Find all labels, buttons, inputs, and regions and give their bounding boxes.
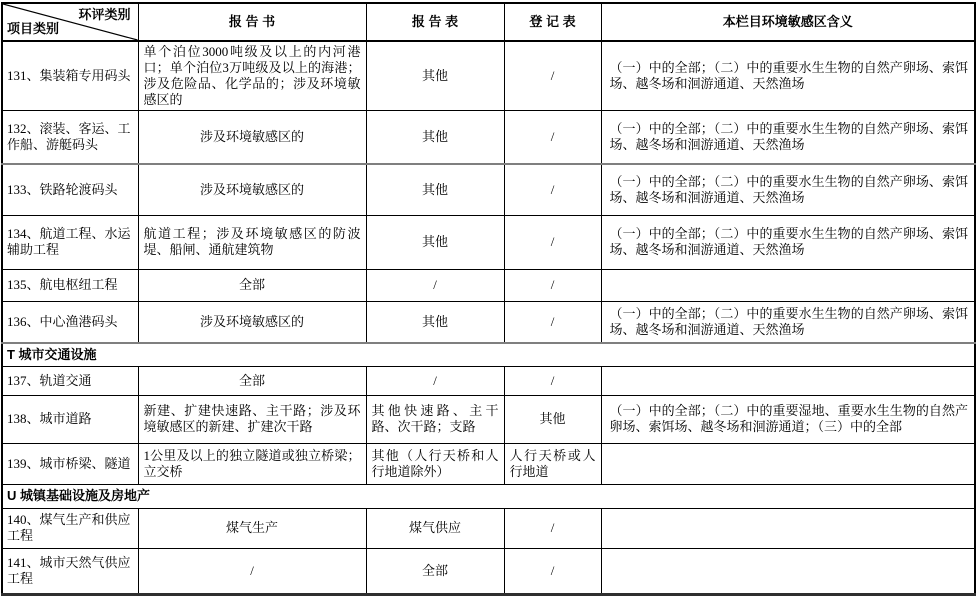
header-row bbox=[2, 3, 975, 41]
section-label: U 城镇基础设施及房地产 bbox=[2, 484, 975, 508]
column-header-registration-form: 登 记 表 bbox=[504, 3, 601, 41]
table-row-134 bbox=[2, 215, 975, 269]
section-label: T 城市交通设施 bbox=[2, 343, 975, 366]
cell-registration-form: / bbox=[504, 366, 601, 395]
cell-report-book: 煤气生产 bbox=[138, 508, 366, 548]
cell-meaning: （一）中的全部；（二）中的重要水生生物的自然产卵场、索饵场、越冬场和洄游通道、天然渔场 bbox=[601, 41, 975, 110]
table-row-141 bbox=[2, 548, 975, 594]
corner-bottom-label: 项目类别 bbox=[7, 21, 60, 36]
section-row-T bbox=[2, 343, 975, 366]
cell-report-book: 新建、扩建快速路、主干路；涉及环境敏感区的新建、扩建次干路 bbox=[138, 395, 366, 443]
cell-registration-form: / bbox=[504, 110, 601, 164]
cell-category: 131、集装箱专用码头 bbox=[2, 41, 138, 110]
cell-registration-form: / bbox=[504, 269, 601, 301]
cell-category: 141、城市天然气供应工程 bbox=[2, 548, 138, 594]
cell-report-form: 其他 bbox=[366, 164, 504, 215]
cell-category: 133、铁路轮渡码头 bbox=[2, 164, 138, 215]
corner-header-cell bbox=[2, 3, 138, 41]
cell-report-book: 单个泊位3000吨级及以上的内河港口；单个泊位3万吨级及以上的海港；涉及危险品、化学品的；涉及环境敏感区的 bbox=[138, 41, 366, 110]
cell-meaning bbox=[601, 366, 975, 395]
cell-report-book: 全部 bbox=[138, 269, 366, 301]
table-row-133 bbox=[2, 164, 975, 215]
cell-report-book: / bbox=[138, 548, 366, 594]
table-row-136 bbox=[2, 301, 975, 343]
cell-category: 139、城市桥梁、隧道 bbox=[2, 443, 138, 484]
cell-report-book: 航道工程；涉及环境敏感区的防波堤、船闸、通航建筑物 bbox=[138, 215, 366, 269]
cell-report-form: 其他 bbox=[366, 301, 504, 343]
cell-meaning bbox=[601, 508, 975, 548]
cell-report-form: 其他（人行天桥和人行地道除外） bbox=[366, 443, 504, 484]
cell-registration-form: / bbox=[504, 41, 601, 110]
cell-report-book: 涉及环境敏感区的 bbox=[138, 110, 366, 164]
cell-registration-form: / bbox=[504, 548, 601, 594]
column-header-report-form: 报 告 表 bbox=[366, 3, 504, 41]
cell-meaning: （一）中的全部；（二）中的重要水生生物的自然产卵场、索饵场、越冬场和洄游通道、天然渔场 bbox=[601, 301, 975, 343]
cell-meaning: （一）中的全部；（二）中的重要湿地、重要水生生物的自然产卵场、索饵场、越冬场和洄游通道；（三）中的全部 bbox=[601, 395, 975, 443]
corner-top-label: 环评类别 bbox=[78, 7, 131, 22]
cell-report-book: 涉及环境敏感区的 bbox=[138, 301, 366, 343]
cell-category: 136、中心渔港码头 bbox=[2, 301, 138, 343]
cell-report-book: 涉及环境敏感区的 bbox=[138, 164, 366, 215]
cell-category: 140、煤气生产和供应工程 bbox=[2, 508, 138, 548]
cell-category: 134、航道工程、水运辅助工程 bbox=[2, 215, 138, 269]
column-header-meaning: 本栏目环境敏感区含义 bbox=[601, 3, 975, 41]
table-row-139 bbox=[2, 443, 975, 484]
cell-report-form: / bbox=[366, 366, 504, 395]
cell-report-form: 煤气供应 bbox=[366, 508, 504, 548]
table-row-132 bbox=[2, 110, 975, 164]
cell-report-form: 其他 bbox=[366, 110, 504, 164]
cell-report-form: 其他 bbox=[366, 41, 504, 110]
table-row-131 bbox=[2, 41, 975, 110]
cell-registration-form: / bbox=[504, 301, 601, 343]
table-row-140 bbox=[2, 508, 975, 548]
cell-report-form: 其他快速路、主干路、次干路；支路 bbox=[366, 395, 504, 443]
cell-registration-form: 其他 bbox=[504, 395, 601, 443]
cell-meaning: （一）中的全部；（二）中的重要水生生物的自然产卵场、索饵场、越冬场和洄游通道、天然渔场 bbox=[601, 164, 975, 215]
cell-category: 135、航电枢纽工程 bbox=[2, 269, 138, 301]
cell-meaning: （一）中的全部；（二）中的重要水生生物的自然产卵场、索饵场、越冬场和洄游通道、天然渔场 bbox=[601, 215, 975, 269]
cell-registration-form: / bbox=[504, 164, 601, 215]
cell-report-form: 其他 bbox=[366, 215, 504, 269]
cell-category: 138、城市道路 bbox=[2, 395, 138, 443]
cell-meaning: （一）中的全部；（二）中的重要水生生物的自然产卵场、索饵场、越冬场和洄游通道、天然渔场 bbox=[601, 110, 975, 164]
table-row-137 bbox=[2, 366, 975, 395]
column-header-report-book: 报 告 书 bbox=[138, 3, 366, 41]
cell-category: 137、轨道交通 bbox=[2, 366, 138, 395]
table-row-135 bbox=[2, 269, 975, 301]
cell-registration-form: / bbox=[504, 215, 601, 269]
cell-meaning bbox=[601, 443, 975, 484]
cell-report-form: / bbox=[366, 269, 504, 301]
eia-classification-table bbox=[1, 2, 976, 596]
section-row-U bbox=[2, 484, 975, 508]
cell-report-form: 全部 bbox=[366, 548, 504, 594]
cell-meaning bbox=[601, 548, 975, 594]
cell-report-book: 1公里及以上的独立隧道或独立桥梁；立交桥 bbox=[138, 443, 366, 484]
cell-registration-form: / bbox=[504, 508, 601, 548]
table-row-138 bbox=[2, 395, 975, 443]
cell-report-book: 全部 bbox=[138, 366, 366, 395]
cell-registration-form: 人行天桥或人行地道 bbox=[504, 443, 601, 484]
cell-category: 132、滚装、客运、工作船、游艇码头 bbox=[2, 110, 138, 164]
cell-meaning bbox=[601, 269, 975, 301]
